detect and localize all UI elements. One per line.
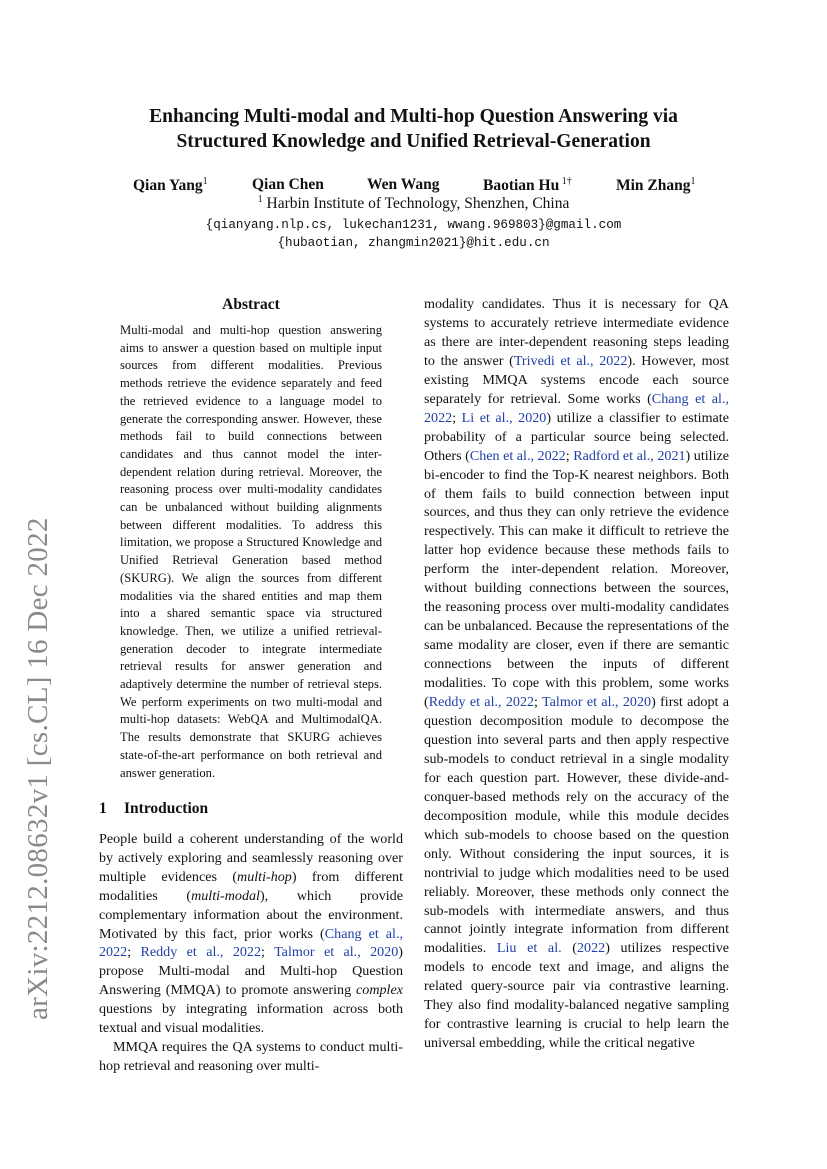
author-name: Qian Yang xyxy=(133,177,203,195)
citation-link[interactable]: Talmor et al., 2020 xyxy=(274,944,399,961)
text-run: ) utilizes respective models to encode text and image, and aligns the related query-source pair via contrastive learning. They also find modality-balanced negative sampling for contrastive learning is crucial to help learn the universal embedding, while the critical negative xyxy=(424,940,730,1052)
citation-link[interactable]: 2022 xyxy=(577,940,606,957)
author-name: Min Zhang xyxy=(616,177,691,195)
author-3 xyxy=(367,176,440,194)
author-2 xyxy=(252,176,324,194)
text-run: MMQA requires the QA systems to conduct multi-hop retrieval and reasoning over multi- xyxy=(99,1038,403,1074)
citation-link[interactable]: Li et al., 2020 xyxy=(461,409,547,426)
affiliation-mark: 1 xyxy=(257,194,263,205)
author-affil-mark: 1 xyxy=(202,176,208,187)
author-5 xyxy=(616,176,696,195)
author-affil-mark: 1 xyxy=(690,176,696,187)
text-run: ; xyxy=(261,944,275,961)
text-run: ) utilize bi-encoder to find the Top-K nearest neighbors. Both of them fails to build connection between input sources, and thus they can only retrieve the evidence respectively. This can make it difficult to retrieve the latter hop evidence because these methods fails to perform the inter-dependent relation. Moreover, without building connections between the sources, the reasoning process over multi-modality candidates can be unbalanced. Because the representations of the same modality are closer, even if there are semantic connections between the inputs of different modalities. To cope with this problem, some works ( xyxy=(424,447,729,711)
emphasis: complex xyxy=(356,982,403,999)
citation-link[interactable]: Reddy et al., 2022 xyxy=(428,694,535,711)
citation-link[interactable]: Trivedi et al., 2022 xyxy=(513,352,628,369)
text-run: ), which provide complementary information about the environment. Motivated by this fact, prior works ( xyxy=(99,887,403,942)
citation-link[interactable]: Chang et al., 2022 xyxy=(424,390,729,426)
section-title: Introduction xyxy=(124,800,209,817)
author-1 xyxy=(133,176,208,195)
title-line-2: Structured Knowledge and Unified Retrieval-Generation xyxy=(176,131,651,152)
citation-link[interactable]: Radford et al., 2021 xyxy=(573,447,686,464)
text-run: People build a coherent understanding of the world by actively exploring and seamlessly reasoning over multiple evidences ( xyxy=(99,831,403,885)
text-run: questions by integrating information across both textual and visual modalities. xyxy=(99,1001,403,1037)
emphasis: multi-hop xyxy=(237,868,292,885)
text-run: ; xyxy=(127,944,141,961)
paper-title xyxy=(100,104,727,154)
text-run: ; xyxy=(565,447,574,464)
intro-paragraph-1 xyxy=(99,830,403,1038)
author-name: Qian Chen xyxy=(252,176,324,193)
abstract-heading: Abstract xyxy=(222,296,280,313)
author-affil-mark: 1† xyxy=(559,176,572,187)
email-line-1: {qianyang.nlp.cs, lukechan1231, wwang.969803}@gmail.com xyxy=(205,218,622,232)
introduction-left-column xyxy=(99,830,403,1076)
citation-link[interactable]: Liu et al. xyxy=(496,940,562,957)
author-name: Wen Wang xyxy=(367,176,440,193)
text-run: ) first adopt a question decomposition module to decompose the question into several parts and then apply respective sub-models to conduct retrieval in a single modality for each question part. However, these divide-and-conquer-based methods rely on the accuracy of the decomposition module, while this module decides which sub-models to choose based on the question only. Without considering the input sources, it is nontrivial to judge which modalities need to be used reliably. Moreover, these methods only connect the sub-models with intermediate answers, and thus cannot jointly integrate information from different modalities. xyxy=(424,694,729,957)
section-heading-introduction xyxy=(99,800,208,818)
affiliation-name: Harbin Institute of Technology, Shenzhen, China xyxy=(262,195,570,213)
citation-link[interactable]: Chen et al., 2022 xyxy=(469,447,566,464)
intro-paragraph-2 xyxy=(99,1038,403,1076)
text-run: modality candidates. Thus it is necessary for QA systems to accurately retrieve intermediate evidence as there are inter-dependent reasoning steps leading to the answer ( xyxy=(424,296,729,369)
text-run: ) from different modalities ( xyxy=(99,868,403,904)
right-column-text xyxy=(424,295,729,1053)
author-name: Baotian Hu xyxy=(483,177,560,195)
citation-link[interactable]: Reddy et al., 2022 xyxy=(140,944,262,961)
arxiv-identifier: arXiv:2212.08632v1 [cs.CL] 16 Dec 2022 xyxy=(22,517,54,1020)
text-run: ) utilize a classifier to estimate probability of a particular source being selected. Others ( xyxy=(424,409,729,464)
text-run: ). However, most existing MMQA systems encode each source separately for retrieval. Some works ( xyxy=(424,352,729,407)
abstract-text: Multi-modal and multi-hop question answering aims to answer a question based on multiple input sources from different modalities. Previous methods retrieve the evidence separately and feed the retrieved evidence to a language model to generate the corresponding answer. However, these methods fail to build connections between candidates and thus cannot model the inter-dependent relation during retrieval. Moreover, the reasoning process over multi-modality candidates can be unbalanced without building alignments between different modalities. To address this limitation, we propose a Structured Knowledge and Unified Retrieval Generation based method (SKURG). We align the sources from different modalities via the shared entities and map them into a shared semantic space via structured knowledge. Then, we utilize a unified retrieval-generation decoder to integrate intermediate retrieval results for answer generation and adaptively determine the number of retrieval steps. We perform experiments on two multi-modal and multi-hop datasets: WebQA and MultimodalQA. The results demonstrate that SKURG achieves state-of-the-art performance on both retrieval and answer generation. xyxy=(120,323,382,780)
section-number: 1 xyxy=(99,800,107,817)
title-line-1: Enhancing Multi-modal and Multi-hop Question Answering via xyxy=(149,106,678,127)
affiliation xyxy=(100,194,727,213)
citation-link[interactable]: Talmor et al., 2020 xyxy=(542,694,652,711)
author-4 xyxy=(483,176,572,195)
email-line-2: {hubaotian, zhangmin2021}@hit.edu.cn xyxy=(277,236,550,250)
text-run: ; xyxy=(534,694,543,711)
text-run: ; xyxy=(452,409,462,426)
text-run: ( xyxy=(561,940,577,957)
emphasis: multi-modal xyxy=(191,887,260,904)
citation-link[interactable]: Chang et al., 2022 xyxy=(99,925,403,961)
text-run: ) propose Multi-modal and Multi-hop Question Answering (MMQA) to promote answering xyxy=(99,944,403,999)
